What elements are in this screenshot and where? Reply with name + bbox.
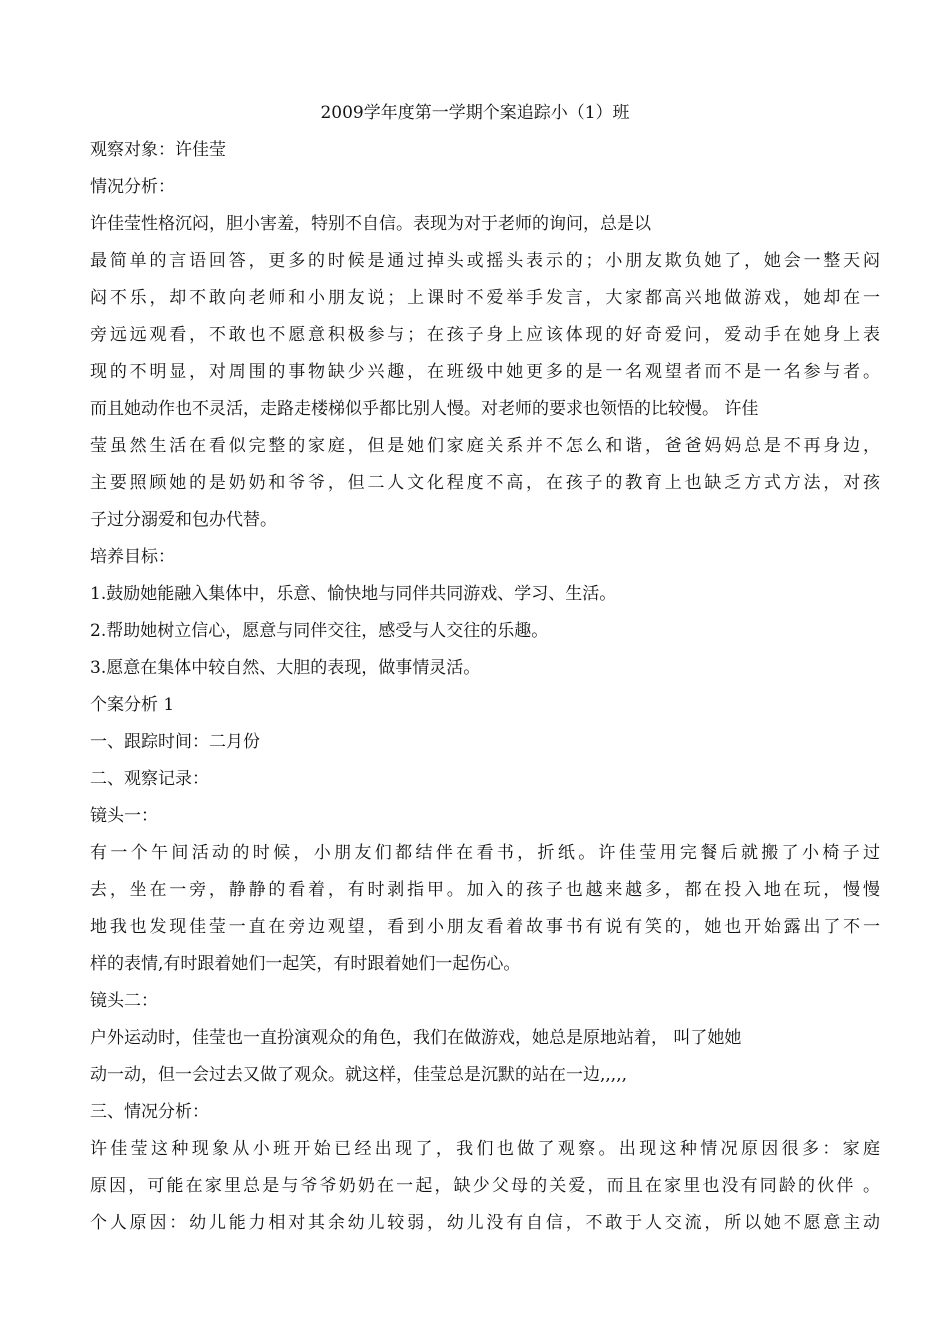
case-heading: 个案分析 1 <box>90 695 175 715</box>
analysis-line: 许佳莹这种现象从小班开始已经出现了，我们也做了观察。出现这种情况原因很多：家庭 <box>90 1139 880 1159</box>
goal-item: 1.鼓励她能融入集体中，乐意、愉快地与同伴共同游戏、学习、生活。 <box>90 584 617 604</box>
situation-line: 闷不乐，却不敢向老师和小朋友说；上课时不爱举手发言，大家都高兴地做游戏，她却在一 <box>90 288 880 308</box>
situation-line: 莹虽然生活在看似完整的家庭，但是她们家庭关系并不怎么和谐，爸爸妈妈总是不再身边， <box>90 436 880 456</box>
situation-line: 主要照顾她的是奶奶和爷爷，但二人文化程度不高，在孩子的教育上也缺乏方式方法，对孩 <box>90 473 880 493</box>
shot2-line: 户外运动时，佳莹也一直扮演观众的角色，我们在做游戏，她总是原地站着， 叫了她她 <box>90 1028 742 1048</box>
analysis-line: 个人原因：幼儿能力相对其余幼儿较弱，幼儿没有自信，不敢于人交流，所以她不愿意主动 <box>90 1213 880 1233</box>
observation-target: 观察对象：许佳莹 <box>90 140 226 160</box>
situation-heading: 情况分析： <box>90 177 175 197</box>
goal-item: 2.帮助她树立信心，愿意与同伴交往，感受与人交往的乐趣。 <box>90 621 549 641</box>
shot1-line: 有一个午间活动的时候，小朋友们都结伴在看书，折纸。许佳莹用完餐后就搬了小椅子过 <box>90 843 880 863</box>
goals-heading: 培养目标： <box>90 547 175 567</box>
shot1-heading: 镜头一： <box>90 806 158 826</box>
tracking-time: 一、跟踪时间：二月份 <box>90 732 260 752</box>
situation-line: 子过分溺爱和包办代替。 <box>90 510 277 530</box>
situation-line: 现的不明显，对周围的事物缺少兴趣，在班级中她更多的是一名观望者而不是一名参与者。 <box>90 362 880 382</box>
shot2-heading: 镜头二： <box>90 991 158 1011</box>
shot2-line: 动一动，但一会过去又做了观众。就这样，佳莹总是沉默的站在一边,,,,, <box>90 1065 628 1085</box>
situation-line: 许佳莹性格沉闷，胆小害羞，特别不自信。表现为对于老师的询问，总是以 <box>90 214 651 234</box>
situation-line: 而且她动作也不灵活，走路走楼梯似乎都比别人慢。对老师的要求也领悟的比较慢。 许佳 <box>90 399 759 419</box>
shot1-line: 去，坐在一旁，静静的看着，有时剥指甲。加入的孩子也越来越多，都在投入地在玩，慢慢 <box>90 880 880 900</box>
goal-item: 3.愿意在集体中较自然、大胆的表现，做事情灵活。 <box>90 658 481 678</box>
situation-line: 最简单的言语回答，更多的时候是通过掉头或摇头表示的；小朋友欺负她了，她会一整天闷 <box>90 251 880 271</box>
analysis-heading: 三、情况分析： <box>90 1102 209 1122</box>
analysis-line: 原因，可能在家里总是与爷爷奶奶在一起，缺少父母的关爱，而且在家里也没有同龄的伙伴 。 <box>90 1176 880 1196</box>
shot1-line: 样的表情,有时跟着她们一起笑，有时跟着她们一起伤心。 <box>90 954 521 974</box>
record-heading: 二、观察记录： <box>90 769 209 789</box>
situation-line: 旁远远观看，不敢也不愿意积极参与；在孩子身上应该体现的好奇爱问，爱动手在她身上表 <box>90 325 880 345</box>
document-title: 2009学年度第一学期个案追踪小（1）班 <box>320 103 630 123</box>
shot1-line: 地我也发现佳莹一直在旁边观望，看到小朋友看着故事书有说有笑的，她也开始露出了不一 <box>90 917 880 937</box>
